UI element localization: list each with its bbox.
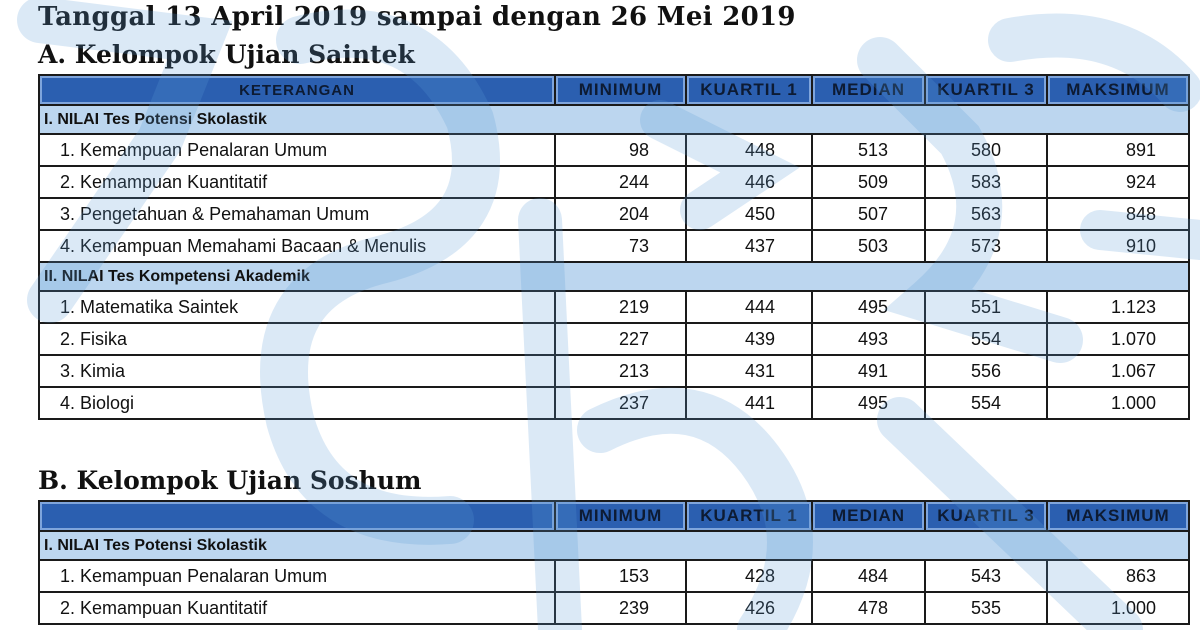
cell-minimum: 237 <box>555 387 686 419</box>
cell-median: 484 <box>812 560 925 592</box>
section-a-title: A. Kelompok Ujian Saintek <box>38 40 415 69</box>
cell-maksimum: 1.067 <box>1047 355 1189 387</box>
group-row <box>39 531 1189 560</box>
header-median: MEDIAN <box>812 501 925 531</box>
row-label: 1. Matematika Saintek <box>39 291 555 323</box>
header-kuartil-1: KUARTIL 1 <box>686 75 812 105</box>
cell-kuartil-3: 554 <box>925 323 1047 355</box>
group-label: II. NILAI Tes Kompetensi Akademik <box>39 262 1189 291</box>
header-minimum: MINIMUM <box>555 75 686 105</box>
cell-kuartil-3: 554 <box>925 387 1047 419</box>
cell-maksimum: 1.070 <box>1047 323 1189 355</box>
header-maksimum: MAKSIMUM <box>1047 501 1189 531</box>
cell-maksimum: 848 <box>1047 198 1189 230</box>
table-row <box>39 592 1189 624</box>
table-row <box>39 355 1189 387</box>
saintek-table <box>38 74 1190 420</box>
row-label: 3. Kimia <box>39 355 555 387</box>
cell-kuartil-3: 573 <box>925 230 1047 262</box>
group-label: I. NILAI Tes Potensi Skolastik <box>39 531 1189 560</box>
section-b-title: B. Kelompok Ujian Soshum <box>38 466 422 495</box>
cell-kuartil-1: 444 <box>686 291 812 323</box>
header-kuartil-3: KUARTIL 3 <box>925 501 1047 531</box>
table-header-row <box>39 75 1189 105</box>
cell-median: 495 <box>812 387 925 419</box>
cell-kuartil-3: 543 <box>925 560 1047 592</box>
cell-median: 507 <box>812 198 925 230</box>
table-row <box>39 198 1189 230</box>
cell-kuartil-3: 551 <box>925 291 1047 323</box>
cell-kuartil-3: 580 <box>925 134 1047 166</box>
cell-median: 495 <box>812 291 925 323</box>
cell-minimum: 244 <box>555 166 686 198</box>
cell-maksimum: 1.000 <box>1047 592 1189 624</box>
cell-maksimum: 863 <box>1047 560 1189 592</box>
cell-kuartil-1: 428 <box>686 560 812 592</box>
header-kuartil-1: KUARTIL 1 <box>686 501 812 531</box>
row-label: 1. Kemampuan Penalaran Umum <box>39 560 555 592</box>
cell-maksimum: 891 <box>1047 134 1189 166</box>
row-label: 4. Biologi <box>39 387 555 419</box>
cell-kuartil-1: 426 <box>686 592 812 624</box>
header-keterangan: KETERANGAN <box>39 75 555 105</box>
cell-minimum: 204 <box>555 198 686 230</box>
row-label: 3. Pengetahuan & Pemahaman Umum <box>39 198 555 230</box>
cell-kuartil-1: 431 <box>686 355 812 387</box>
cell-kuartil-3: 583 <box>925 166 1047 198</box>
cell-kuartil-3: 563 <box>925 198 1047 230</box>
row-label: 2. Kemampuan Kuantitatif <box>39 592 555 624</box>
header-minimum: MINIMUM <box>555 501 686 531</box>
row-label: 2. Fisika <box>39 323 555 355</box>
cell-median: 478 <box>812 592 925 624</box>
cell-median: 493 <box>812 323 925 355</box>
header-maksimum: MAKSIMUM <box>1047 75 1189 105</box>
cell-kuartil-1: 446 <box>686 166 812 198</box>
cell-maksimum: 1.000 <box>1047 387 1189 419</box>
cell-minimum: 213 <box>555 355 686 387</box>
table-row <box>39 134 1189 166</box>
header-median: MEDIAN <box>812 75 925 105</box>
group-row <box>39 105 1189 134</box>
table-row <box>39 230 1189 262</box>
cell-minimum: 219 <box>555 291 686 323</box>
cell-minimum: 227 <box>555 323 686 355</box>
cell-minimum: 239 <box>555 592 686 624</box>
table-header-row <box>39 501 1189 531</box>
page-title: Tanggal 13 April 2019 sampai dengan 26 Mei 2019 <box>38 2 796 32</box>
table-row <box>39 166 1189 198</box>
cell-maksimum: 1.123 <box>1047 291 1189 323</box>
cell-minimum: 153 <box>555 560 686 592</box>
cell-kuartil-3: 556 <box>925 355 1047 387</box>
cell-median: 513 <box>812 134 925 166</box>
cell-minimum: 98 <box>555 134 686 166</box>
soshum-table <box>38 500 1190 625</box>
row-label: 1. Kemampuan Penalaran Umum <box>39 134 555 166</box>
table-row <box>39 323 1189 355</box>
table-row <box>39 291 1189 323</box>
cell-median: 503 <box>812 230 925 262</box>
cell-kuartil-1: 448 <box>686 134 812 166</box>
group-label: I. NILAI Tes Potensi Skolastik <box>39 105 1189 134</box>
cell-minimum: 73 <box>555 230 686 262</box>
row-label: 2. Kemampuan Kuantitatif <box>39 166 555 198</box>
cell-maksimum: 924 <box>1047 166 1189 198</box>
header-keterangan-empty <box>39 501 555 531</box>
table-row <box>39 387 1189 419</box>
cell-kuartil-1: 441 <box>686 387 812 419</box>
cell-median: 491 <box>812 355 925 387</box>
cell-kuartil-1: 450 <box>686 198 812 230</box>
group-row <box>39 262 1189 291</box>
cell-kuartil-1: 437 <box>686 230 812 262</box>
cell-kuartil-1: 439 <box>686 323 812 355</box>
cell-kuartil-3: 535 <box>925 592 1047 624</box>
row-label: 4. Kemampuan Memahami Bacaan & Menulis <box>39 230 555 262</box>
cell-maksimum: 910 <box>1047 230 1189 262</box>
header-kuartil-3: KUARTIL 3 <box>925 75 1047 105</box>
cell-median: 509 <box>812 166 925 198</box>
table-row <box>39 560 1189 592</box>
